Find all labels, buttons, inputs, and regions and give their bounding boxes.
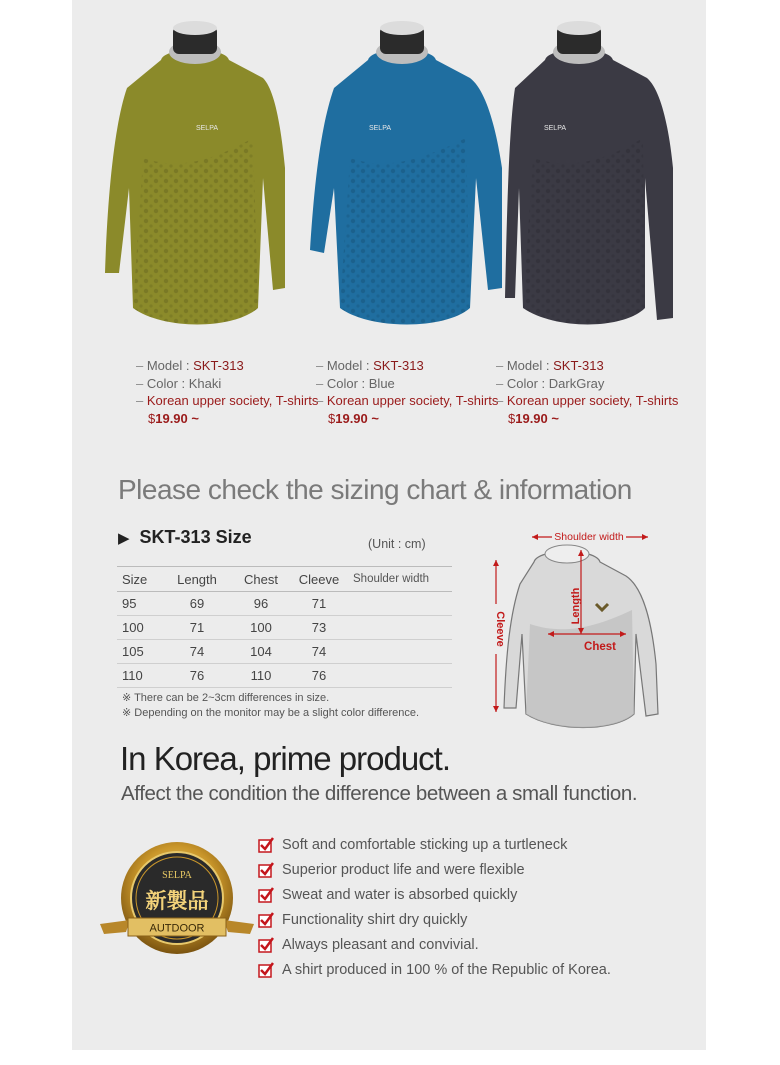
- table-cell: 71: [165, 616, 229, 640]
- model-label: Model: [326, 358, 363, 373]
- product-info-blue: – Model : SKT-313 – Color : Blue – Korean upper society, T-shirts $19.90 ~: [316, 358, 499, 426]
- table-cell: [345, 664, 452, 688]
- currency-symbol: $: [148, 410, 156, 426]
- table-row: [117, 640, 452, 664]
- badge-brand: SELPA: [162, 870, 192, 881]
- product-info-darkgray: – Model : SKT-313 – Color : DarkGray – Korean upper society, T-shirts $19.90 ~: [496, 358, 679, 426]
- shirt-khaki-image: [103, 18, 285, 336]
- table-cell: 76: [293, 664, 345, 688]
- price-value: 19.90 ~: [515, 410, 559, 426]
- color-label: Color: [506, 375, 538, 391]
- triangle-bullet-icon: ▶: [118, 530, 130, 547]
- feature-list: [258, 832, 611, 982]
- measurement-diagram: [486, 524, 666, 739]
- model-value: SKT-313: [193, 358, 244, 373]
- product-description: Korean upper society, T-shirts: [506, 393, 679, 408]
- table-cell: 71: [293, 592, 345, 616]
- list-item: [258, 882, 611, 907]
- product-info-khaki: – Model : SKT-313 – Color : Khaki – Korean upper society, T-shirts $19.90 ~: [136, 358, 319, 426]
- column-header: Length: [165, 567, 229, 592]
- product-description: Korean upper society, T-shirts: [326, 393, 499, 408]
- table-cell: 96: [229, 592, 293, 616]
- promo-heading: In Korea, prime product.: [120, 740, 451, 777]
- badge-ribbon-text: AUTDOOR: [149, 922, 205, 935]
- column-header: Cleeve: [293, 567, 345, 592]
- shirt-blue-image: [310, 18, 505, 336]
- table-cell: 104: [229, 640, 293, 664]
- promo-subheading: Affect the condition the difference between a small function.: [121, 782, 638, 805]
- table-row: [117, 616, 452, 640]
- badge-new-product: 新製品: [145, 889, 209, 913]
- model-label: Model: [506, 358, 543, 373]
- svg-text:SELPA: SELPA: [543, 125, 567, 132]
- table-header-row: [117, 567, 452, 592]
- checkbox-check-icon: [258, 912, 274, 928]
- model-label: Model: [146, 358, 183, 373]
- table-cell: [345, 640, 452, 664]
- table-cell: 73: [293, 616, 345, 640]
- sizing-heading: Please check the sizing chart & information: [118, 474, 632, 505]
- feature-text: Functionality shirt dry quickly: [282, 911, 468, 928]
- list-item: [258, 857, 611, 882]
- table-row: [117, 664, 452, 688]
- color-value: Khaki: [188, 375, 222, 391]
- table-cell: 110: [117, 664, 165, 688]
- model-value: SKT-313: [373, 358, 424, 373]
- feature-text: Always pleasant and convivial.: [282, 936, 479, 953]
- new-product-badge: [98, 840, 256, 960]
- size-chart-title: [118, 527, 252, 548]
- list-item: [258, 932, 611, 957]
- list-item: [258, 832, 611, 857]
- table-cell: 69: [165, 592, 229, 616]
- checkbox-check-icon: [258, 887, 274, 903]
- table-cell: 110: [229, 664, 293, 688]
- price-value: 19.90 ~: [335, 410, 379, 426]
- table-cell: [345, 592, 452, 616]
- feature-text: Soft and comfortable sticking up a turtleneck: [282, 836, 568, 853]
- feature-text: Sweat and water is absorbed quickly: [282, 886, 518, 903]
- product-description: Korean upper society, T-shirts: [146, 393, 319, 408]
- checkbox-check-icon: [258, 837, 274, 853]
- list-item: [258, 907, 611, 932]
- cleeve-label: Cleeve: [494, 611, 506, 647]
- column-header: Shoulder width: [345, 567, 452, 592]
- color-value: Blue: [368, 375, 395, 391]
- color-label: Color: [146, 375, 178, 391]
- svg-text:SELPA: SELPA: [368, 125, 392, 132]
- price-value: 19.90 ~: [155, 410, 199, 426]
- model-value: SKT-313: [553, 358, 604, 373]
- checkbox-check-icon: [258, 862, 274, 878]
- feature-text: A shirt produced in 100 % of the Republic of Korea.: [282, 961, 611, 978]
- table-cell: 74: [165, 640, 229, 664]
- feature-text: Superior product life and were flexible: [282, 861, 525, 878]
- color-note: ※ Depending on the monitor may be a slight color difference.: [122, 707, 420, 719]
- table-cell: 100: [117, 616, 165, 640]
- table-row: [117, 592, 452, 616]
- shirt-darkgray-image: [505, 18, 675, 336]
- table-cell: 100: [229, 616, 293, 640]
- column-header: Size: [117, 567, 165, 592]
- chest-label: Chest: [584, 641, 616, 653]
- svg-text:SELPA: SELPA: [195, 125, 219, 132]
- shoulder-width-label: Shoulder width: [554, 531, 624, 543]
- color-label: Color: [326, 375, 358, 391]
- column-header: Chest: [229, 567, 293, 592]
- table-cell: [345, 616, 452, 640]
- table-cell: 74: [293, 640, 345, 664]
- table-cell: 95: [117, 592, 165, 616]
- size-chart-title-text: SKT-313 Size: [139, 527, 252, 547]
- table-cell: 76: [165, 664, 229, 688]
- currency-symbol: $: [508, 410, 516, 426]
- length-label: Length: [570, 587, 582, 625]
- size-note: ※ There can be 2~3cm differences in size.: [122, 692, 330, 704]
- unit-label: (Unit : cm): [368, 537, 426, 551]
- color-value: DarkGray: [548, 375, 605, 391]
- size-table: [117, 566, 452, 688]
- currency-symbol: $: [328, 410, 336, 426]
- checkbox-check-icon: [258, 962, 274, 978]
- list-item: [258, 957, 611, 982]
- table-cell: 105: [117, 640, 165, 664]
- checkbox-check-icon: [258, 937, 274, 953]
